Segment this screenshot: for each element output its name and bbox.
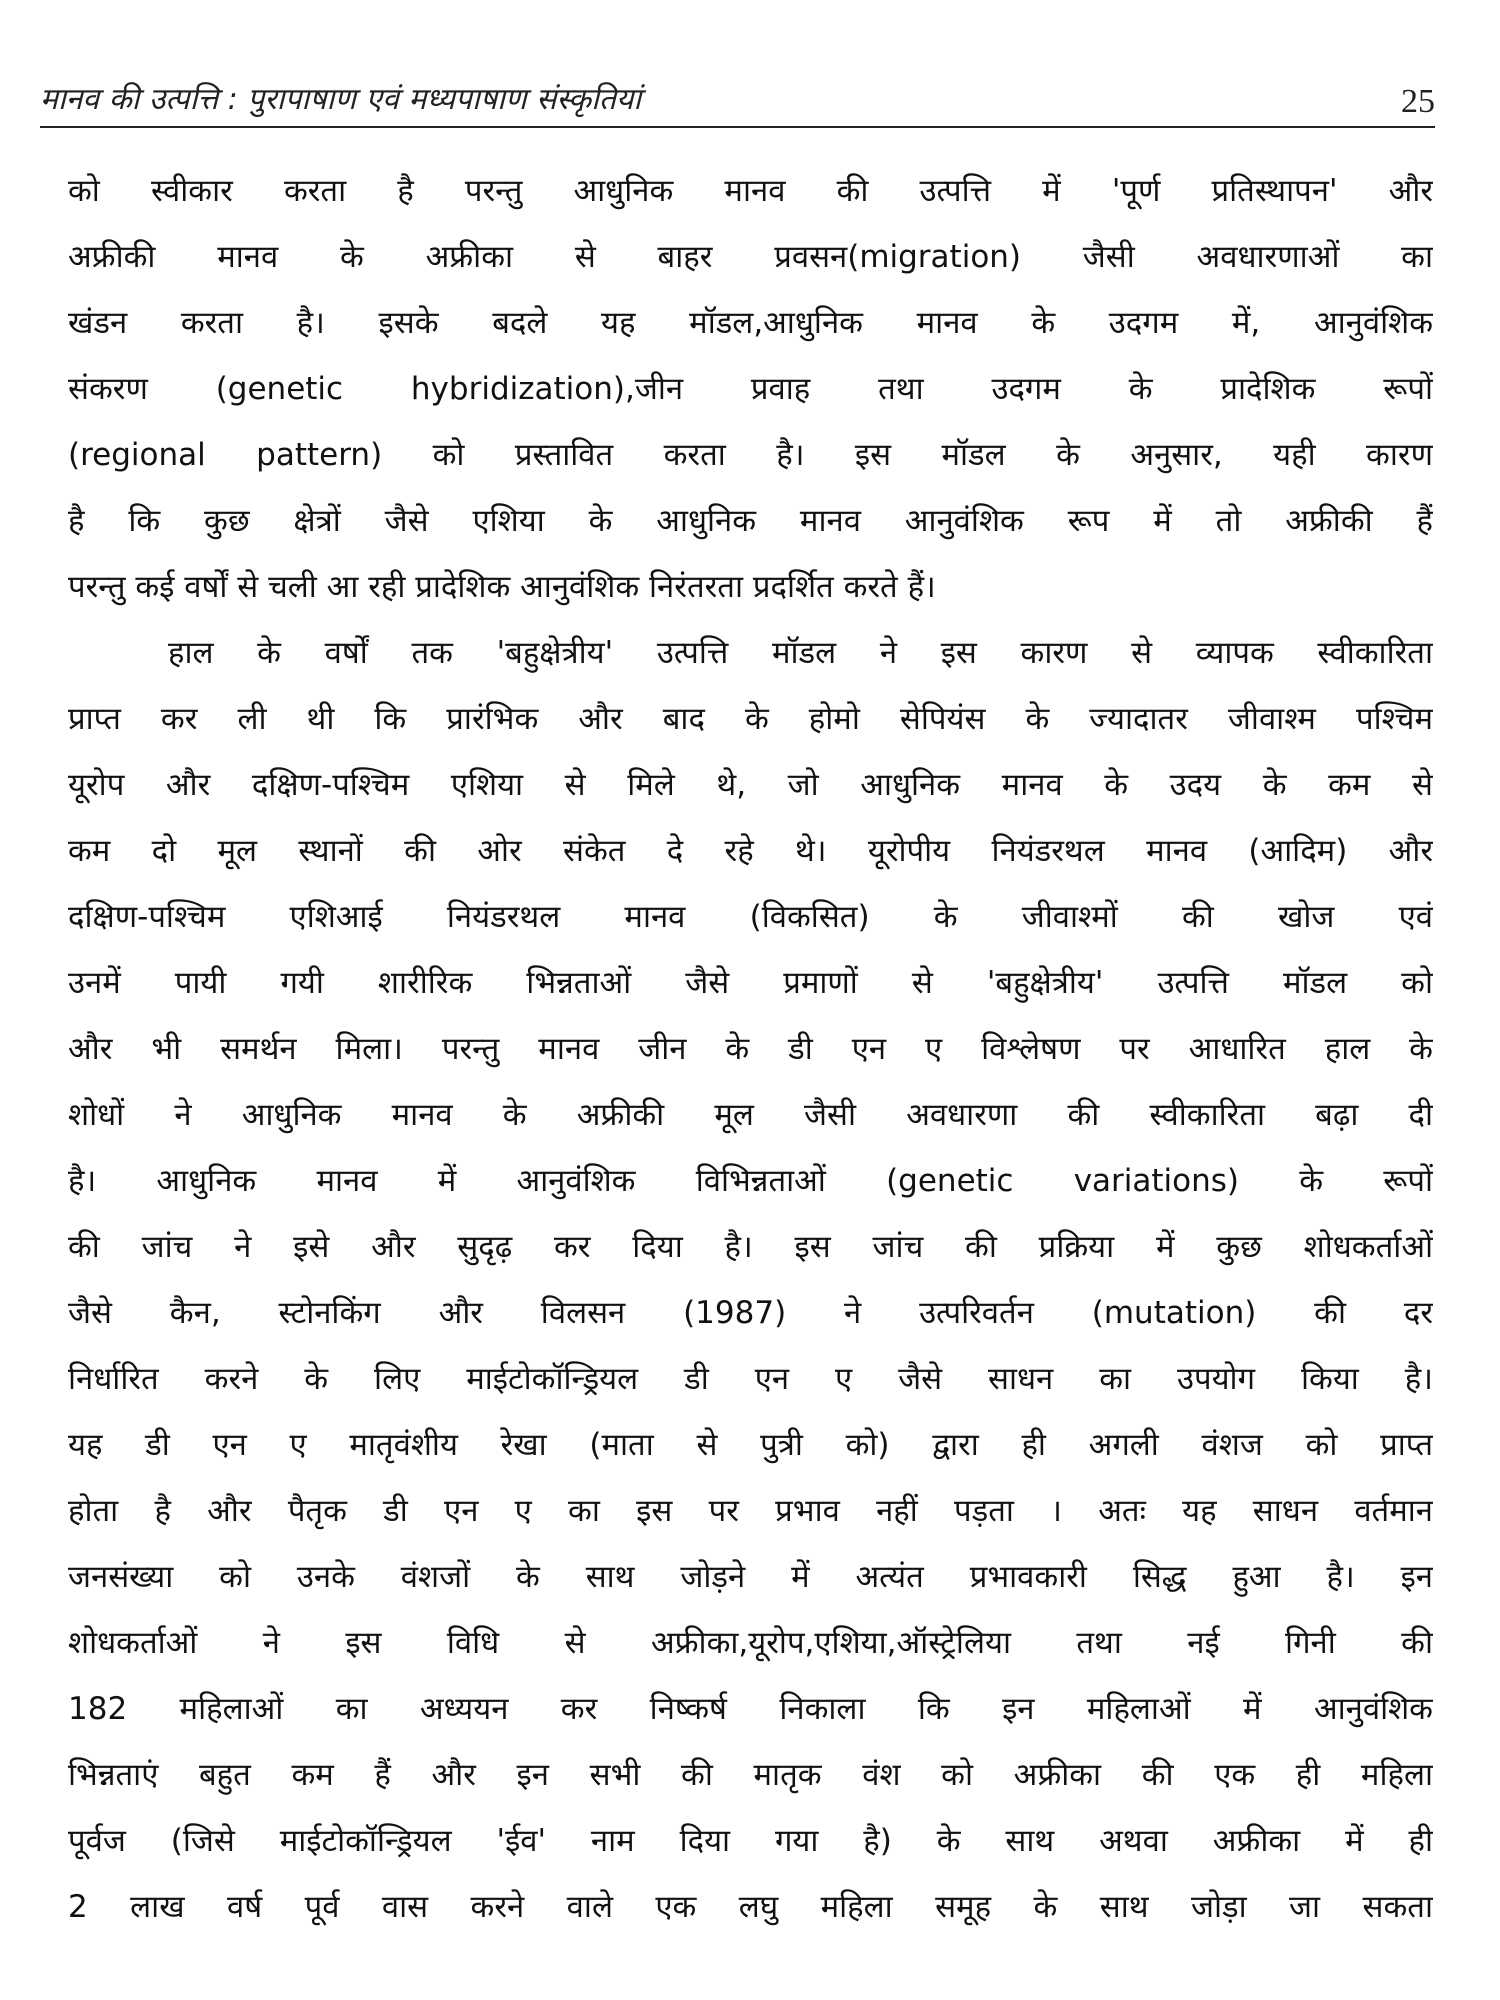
text-line: यह डी एन ए मातृवंशीय रेखा (माता से पुत्री को) द्वारा ही अगली वंशज को प्राप्त bbox=[68, 1427, 1433, 1463]
text-line: संकरण (genetic hybridization),जीन प्रवाह तथा उदगम के प्रादेशिक रूपों bbox=[68, 371, 1433, 407]
text-line: जनसंख्या को उनके वंशजों के साथ जोड़ने में अत्यंत प्रभावकारी सिद्ध हुआ है। इन bbox=[68, 1559, 1433, 1595]
text-line: भिन्नताएं बहुत कम हैं और इन सभी की मातृक वंश को अफ्रीका की एक ही महिला bbox=[68, 1757, 1433, 1793]
text-line: प्राप्त कर ली थी कि प्रारंभिक और बाद के होमो सेपियंस के ज्यादातर जीवाश्म पश्चिम bbox=[68, 701, 1433, 737]
text-line: है कि कुछ क्षेत्रों जैसे एशिया के आधुनिक मानव आनुवंशिक रूप में तो अफ्रीकी हैं bbox=[68, 503, 1433, 539]
text-line: दक्षिण-पश्चिम एशिआई नियंडरथल मानव (विकसित) के जीवाश्मों की खोज एवं bbox=[68, 899, 1433, 935]
text-line: कम दो मूल स्थानों की ओर संकेत दे रहे थे। यूरोपीय नियंडरथल मानव (आदिम) और bbox=[68, 833, 1433, 869]
text-line: शोधकर्ताओं ने इस विधि से अफ्रीका,यूरोप,एशिया,ऑस्ट्रेलिया तथा नई गिनी की bbox=[68, 1625, 1433, 1661]
text-line: (regional pattern) को प्रस्तावित करता है। इस मॉडल के अनुसार, यही कारण bbox=[68, 437, 1433, 473]
text-line: शोधों ने आधुनिक मानव के अफ्रीकी मूल जैसी अवधारणा की स्वीकारिता बढ़ा दी bbox=[68, 1097, 1433, 1133]
chapter-title: मानव की उत्पत्ति : पुरापाषाण एवं मध्यपाषाण संस्कृतियां bbox=[40, 82, 642, 117]
text-line: होता है और पैतृक डी एन ए का इस पर प्रभाव नहीं पड़ता । अतः यह साधन वर्तमान bbox=[68, 1493, 1433, 1529]
text-line: जैसे कैन, स्टोनकिंग और विलसन (1987) ने उत्परिवर्तन (mutation) की दर bbox=[68, 1295, 1433, 1331]
text-line: पूर्वज (जिसे माईटोकॉन्ड्रियल 'ईव' नाम दिया गया है) के साथ अथवा अफ्रीका में ही bbox=[68, 1823, 1433, 1859]
running-header bbox=[40, 74, 1435, 128]
text-line: निर्धारित करने के लिए माईटोकॉन्ड्रियल डी एन ए जैसे साधन का उपयोग किया है। bbox=[68, 1361, 1433, 1397]
text-line: 2 लाख वर्ष पूर्व वास करने वाले एक लघु महिला समूह के साथ जोड़ा जा सकता bbox=[68, 1889, 1433, 1925]
text-line: यूरोप और दक्षिण-पश्चिम एशिया से मिले थे, जो आधुनिक मानव के उदय के कम से bbox=[68, 767, 1433, 803]
text-line: अफ्रीकी मानव के अफ्रीका से बाहर प्रवसन(migration) जैसी अवधारणाओं का bbox=[68, 239, 1433, 275]
body-text bbox=[68, 158, 1433, 1940]
text-line: 182 महिलाओं का अध्ययन कर निष्कर्ष निकाला कि इन महिलाओं में आनुवंशिक bbox=[68, 1691, 1433, 1727]
text-line: और भी समर्थन मिला। परन्तु मानव जीन के डी एन ए विश्लेषण पर आधारित हाल के bbox=[68, 1031, 1433, 1067]
text-line: परन्तु कई वर्षों से चली आ रही प्रादेशिक आनुवंशिक निरंतरता प्रदर्शित करते हैं। bbox=[68, 569, 936, 605]
paragraph-start-line: हाल के वर्षों तक 'बहुक्षेत्रीय' उत्पत्ति मॉडल ने इस कारण से व्यापक स्वीकारिता bbox=[168, 635, 1433, 671]
page-number: 25 bbox=[1401, 83, 1435, 120]
text-line: खंडन करता है। इसके बदले यह मॉडल,आधुनिक मानव के उदगम में, आनुवंशिक bbox=[68, 305, 1433, 341]
text-line: है। आधुनिक मानव में आनुवंशिक विभिन्नताओं (genetic variations) के रूपों bbox=[68, 1163, 1433, 1199]
text-line: को स्वीकार करता है परन्तु आधुनिक मानव की उत्पत्ति में 'पूर्ण प्रतिस्थापन' और bbox=[68, 173, 1433, 209]
text-line: उनमें पायी गयी शारीरिक भिन्नताओं जैसे प्रमाणों से 'बहुक्षेत्रीय' उत्पत्ति मॉडल को bbox=[68, 965, 1433, 1001]
text-line: की जांच ने इसे और सुदृढ़ कर दिया है। इस जांच की प्रक्रिया में कुछ शोधकर्ताओं bbox=[68, 1229, 1433, 1265]
